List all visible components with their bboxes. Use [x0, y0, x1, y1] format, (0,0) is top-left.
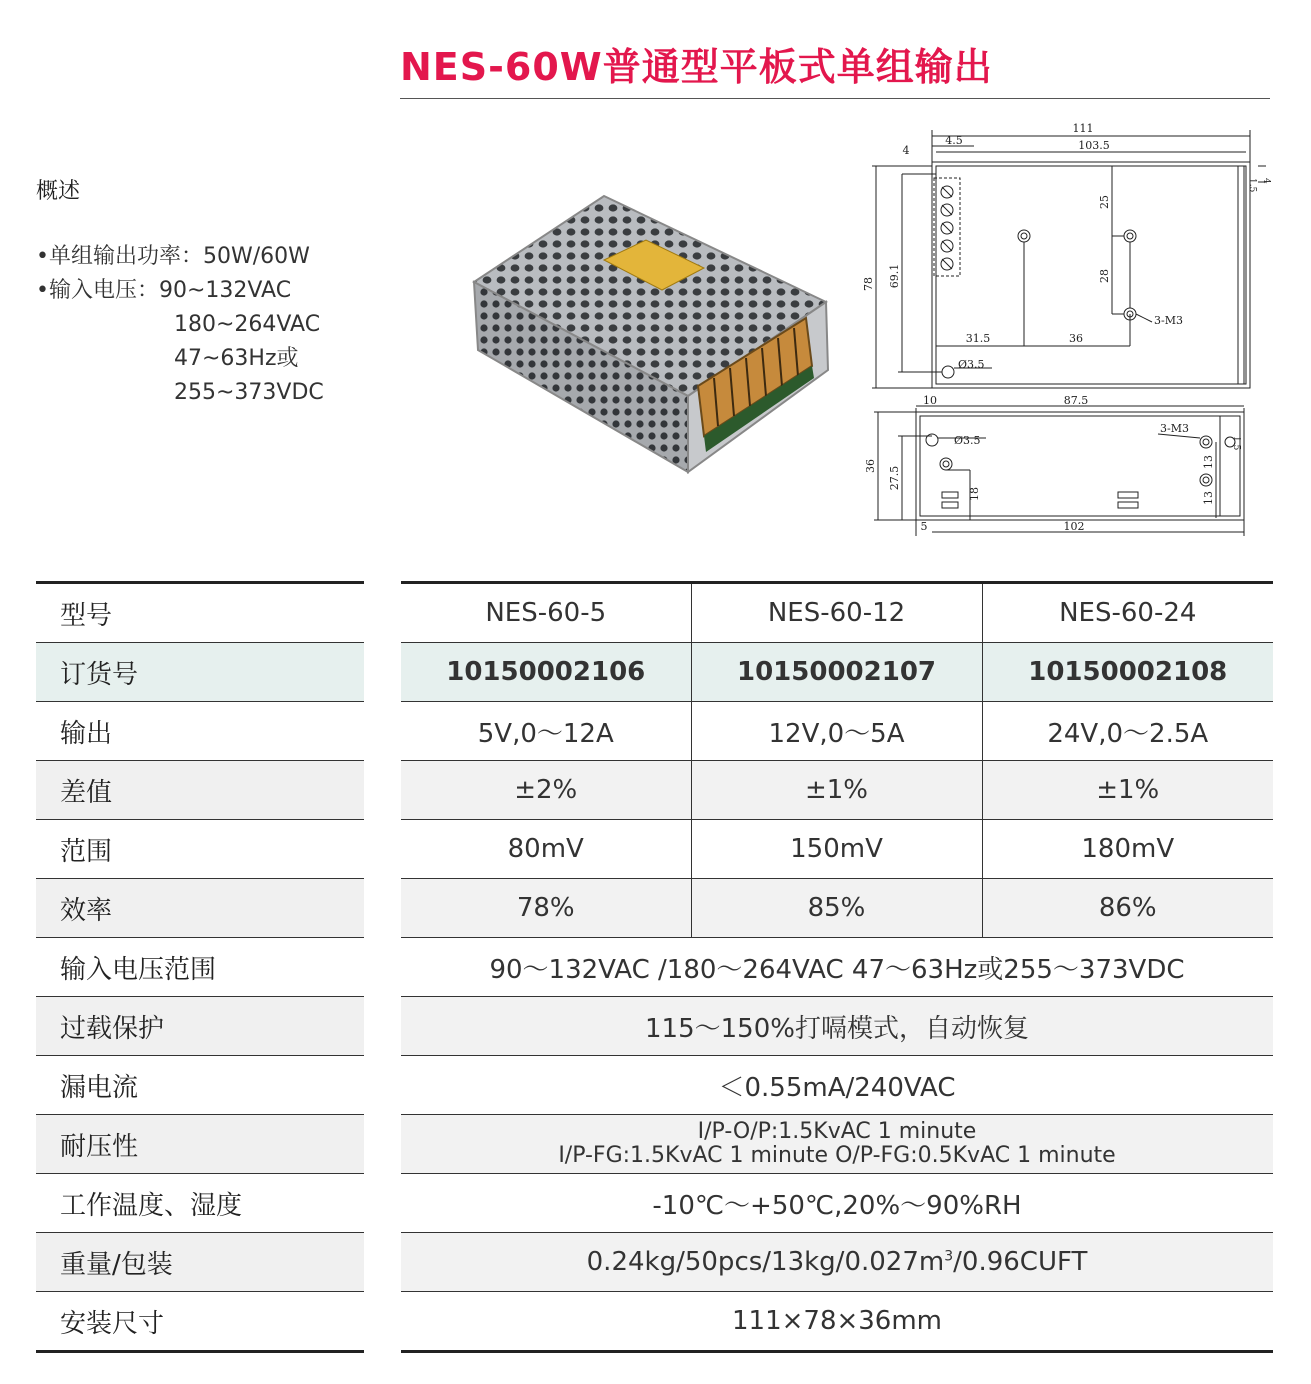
ripple-cell: 180mV — [982, 820, 1273, 879]
label-temp-humidity: 工作温度、湿度 — [36, 1174, 364, 1233]
ripple-cell: 150mV — [691, 820, 982, 879]
tolerance-cell: ±2% — [401, 761, 691, 820]
weight-prefix: 0.24kg/50pcs/13kg/0.027m — [586, 1247, 945, 1277]
withstand-line-2: I/P-FG:1.5KvAC 1 minute O/P-FG:0.5KvAC 1 minute — [558, 1143, 1116, 1168]
label-overload: 过载保护 — [36, 997, 364, 1056]
svg-text:78: 78 — [862, 277, 875, 291]
svg-text:25: 25 — [1098, 195, 1111, 209]
table-row — [401, 643, 1273, 702]
table-row — [401, 820, 1273, 879]
overview-heading: 概述 — [36, 179, 81, 204]
overload-cell: 115～150%打嗝模式，自动恢复 — [401, 997, 1273, 1056]
table-row — [401, 1115, 1273, 1174]
svg-text:13: 13 — [1202, 455, 1215, 469]
label-withstand: 耐压性 — [36, 1115, 364, 1174]
label-leakage: 漏电流 — [36, 1056, 364, 1115]
table-row — [401, 761, 1273, 820]
temp-humidity-cell: -10℃～+50℃,20%～90%RH — [401, 1174, 1273, 1233]
table-row — [401, 879, 1273, 938]
table-row — [401, 938, 1273, 997]
efficiency-cell: 85% — [691, 879, 982, 938]
weight-suffix: /0.96CUFT — [953, 1247, 1088, 1277]
svg-text:13: 13 — [1202, 491, 1215, 505]
svg-text:1.5: 1.5 — [1231, 436, 1241, 451]
overview-spec-list — [36, 240, 324, 410]
svg-text:4.5: 4.5 — [945, 134, 963, 147]
table-row — [401, 1174, 1273, 1233]
svg-text:3-M3: 3-M3 — [1160, 422, 1189, 435]
leakage-cell: ＜0.55mA/240VAC — [401, 1056, 1273, 1115]
spec-input-voltage: •输入电压：90~132VAC — [36, 278, 292, 303]
svg-text:36: 36 — [1069, 332, 1083, 345]
table-row — [401, 997, 1273, 1056]
mechanical-drawing — [862, 118, 1272, 548]
side-view-outline — [916, 412, 1244, 520]
svg-text:87.5: 87.5 — [1063, 394, 1089, 407]
svg-text:10: 10 — [923, 394, 937, 407]
model-cell: NES-60-12 — [691, 583, 982, 643]
spec-input-frequency: 47~63Hz或 — [174, 346, 299, 371]
spec-label-column — [36, 581, 364, 1353]
table-row — [401, 1233, 1273, 1292]
spec-output-power: •单组输出功率：50W/60W — [36, 244, 310, 269]
svg-text:31.5: 31.5 — [965, 332, 991, 345]
svg-text:102: 102 — [1063, 520, 1085, 533]
svg-text:4: 4 — [1261, 178, 1271, 184]
page-title: NES-60W普通型平板式单组输出 — [400, 45, 993, 89]
svg-text:18: 18 — [968, 487, 981, 501]
label-tolerance: 差值 — [36, 761, 364, 820]
svg-text:Ø3.5: Ø3.5 — [958, 358, 985, 371]
svg-text:3-M3: 3-M3 — [1154, 314, 1183, 327]
efficiency-cell: 86% — [982, 879, 1273, 938]
label-dimensions: 安装尺寸 — [60, 1308, 165, 1339]
withstand-cell — [401, 1115, 1273, 1174]
label-ripple: 范围 — [36, 820, 364, 879]
withstand-line-1: I/P-O/P:1.5KvAC 1 minute — [697, 1119, 977, 1144]
svg-text:111: 111 — [1072, 122, 1094, 135]
label-order-number: 订货号 — [36, 643, 364, 702]
output-cell: 5V,0～12A — [401, 702, 691, 761]
svg-text:27.5: 27.5 — [888, 465, 901, 491]
spec-input-dc: 255~373VDC — [174, 380, 324, 405]
table-row — [401, 1056, 1273, 1115]
label-weight: 重量/包装 — [36, 1233, 364, 1292]
output-cell: 12V,0～5A — [691, 702, 982, 761]
table-row — [401, 583, 1273, 643]
svg-text:5: 5 — [920, 520, 928, 533]
spec-value-table — [401, 581, 1273, 1353]
weight-superscript: 3 — [944, 1248, 954, 1265]
label-efficiency: 效率 — [36, 879, 364, 938]
svg-text:103.5: 103.5 — [1078, 139, 1110, 152]
tolerance-cell: ±1% — [982, 761, 1273, 820]
order-number-cell: 10150002108 — [982, 643, 1273, 702]
ripple-cell: 80mV — [401, 820, 691, 879]
label-input-range: 输入电压范围 — [36, 938, 364, 997]
model-cell: NES-60-5 — [401, 583, 691, 643]
top-view-outline — [932, 162, 1250, 388]
table-row — [401, 1292, 1273, 1352]
output-cell: 24V,0～2.5A — [982, 702, 1273, 761]
input-range-cell: 90～132VAC /180～264VAC 47～63Hz或255～373VDC — [401, 938, 1273, 997]
svg-text:Ø3.5: Ø3.5 — [954, 434, 981, 447]
svg-text:1.5: 1.5 — [1247, 178, 1257, 193]
svg-text:69.1: 69.1 — [888, 263, 901, 289]
spec-input-voltage-2: 180~264VAC — [174, 312, 321, 337]
model-cell: NES-60-24 — [982, 583, 1273, 643]
order-number-cell: 10150002107 — [691, 643, 982, 702]
weight-cell — [401, 1233, 1273, 1292]
svg-text:28: 28 — [1098, 269, 1111, 283]
order-number-cell: 10150002106 — [401, 643, 691, 702]
svg-text:4: 4 — [902, 144, 910, 157]
dimensions-cell: 111×78×36mm — [731, 1306, 943, 1336]
table-row — [401, 702, 1273, 761]
label-model: 型号 — [36, 583, 364, 643]
label-output: 输出 — [36, 702, 364, 761]
tolerance-cell: ±1% — [691, 761, 982, 820]
svg-text:36: 36 — [864, 459, 877, 473]
title-divider — [400, 98, 1270, 99]
power-supply-photo — [466, 190, 862, 480]
efficiency-cell: 78% — [401, 879, 691, 938]
